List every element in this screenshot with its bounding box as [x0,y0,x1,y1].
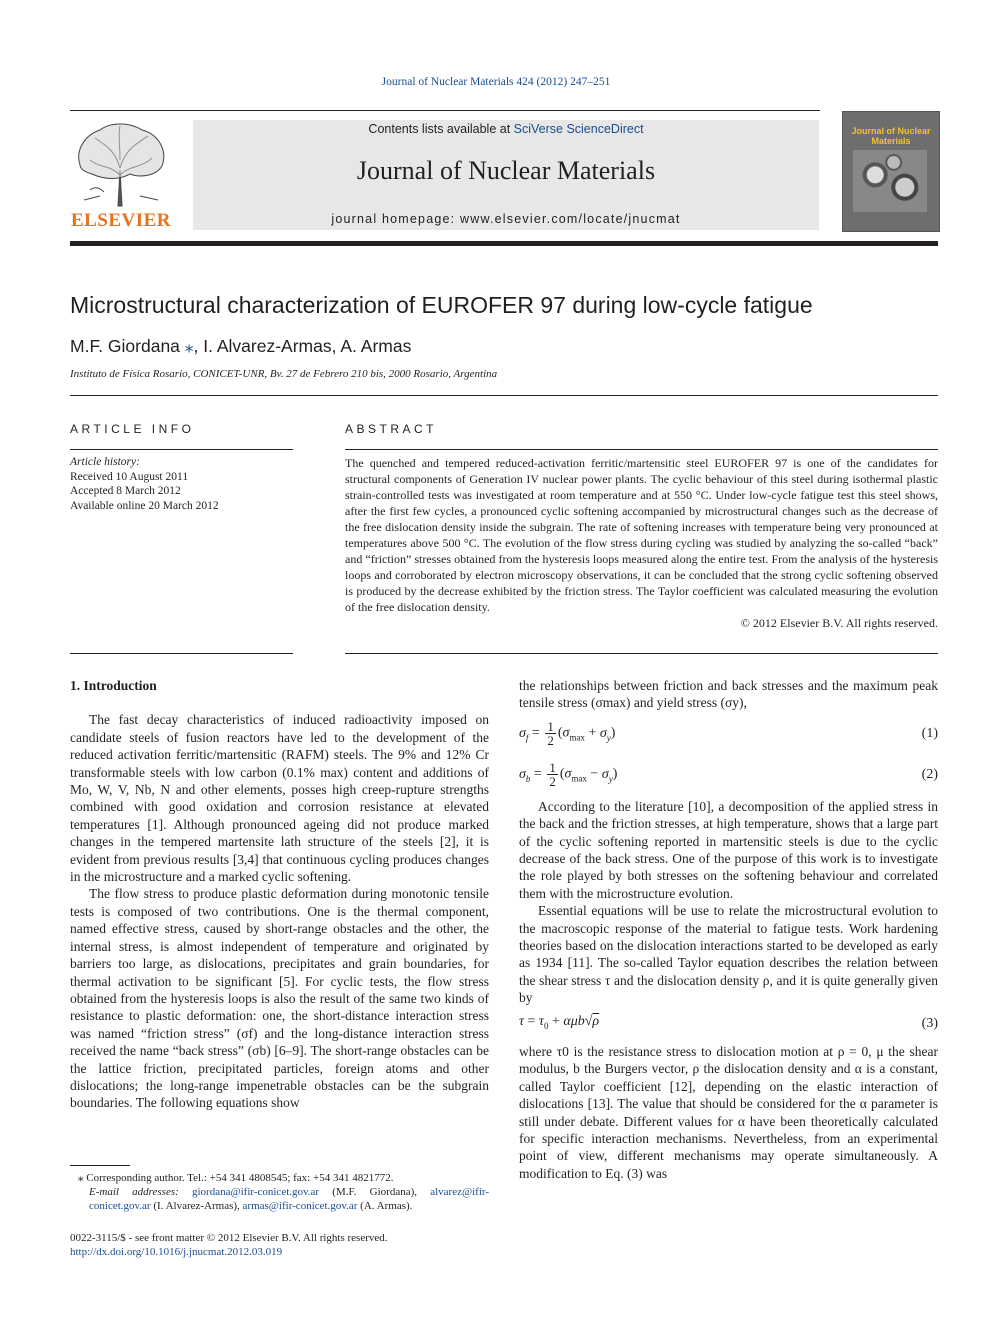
abstract-rule [345,449,938,450]
article-info-rule [70,449,293,450]
body-paragraph-literature: According to the literature [10], a decomposition of the applied stress in the back and the friction stresses, at high temperature, shows that a large part of the cyclic softening reported in martensitic steels is due to the cyclic decrease of the back stress. One of the purpose of this work is to investigate the role played by both stresses on the softening behaviour and correlated them with the microstructure evolution. [519,798,938,901]
accepted-date: Accepted 8 March 2012 [70,485,181,497]
article-info-heading: ARTICLE INFO [70,422,195,436]
section-heading-introduction: 1. Introduction [70,678,157,693]
email-link-armas[interactable]: armas@ifir-conicet.gov.ar [242,1200,358,1212]
header-thick-rule [70,241,938,246]
email-owner-2: (I. Alvarez-Armas), [150,1200,243,1212]
affiliation: Instituto de Física Rosario, CONICET-UNR, Bv. 27 de Febrero 210 bis, 2000 Rosario, Argentina [70,368,498,380]
elsevier-tree-icon [70,120,172,208]
equation-1-expression: $\sigma_f$ = $\frac{1}{2}$ $(\sigma_{max} + \sigma_y)$ [519,718,616,748]
abstract-text: The quenched and tempered reduced-activation ferritic/martensitic steel EUROFER 97 is one of the candidates for structural components of Generation IV nuclear power plants. The cyclic behaviour of this steel during isothermal plastic strain-controlled tests was investigated at room temperature and at 550 °C. Under low-cycle fatigue test this steel shows, after the first few cycles, a pronounced cyclic softening accompanied by microstructural changes such as the decrease of the free dislocation density inside the subgrain. The rate of softening increases with temperature being very pronounced at temperatures above 500 °C. The evolution of the flow stress during cycling was studied by analyzing the so-called “back” and “friction” stresses obtained from the hysteresis loops measured along the entire test. From the analysis of the hysteresis loops and corroborated by electron microscopy observations, it can be concluded that the strong cyclic softening observed is produced by the decrease exhibited by the friction stress. The Taylor coefficient was calculated measuring the evolution of the free dislocation density. [345,456,938,614]
cover-title: Journal of Nuclear Materials [851,126,931,146]
intro-paragraph-1: The fast decay characteristics of induced radioactivity imposed on candidate steels of fusion reactors have led to the development of the reduced activation ferritic/martensitic (RAFM) steels. The 9% and 12% Cr transformable steels with low carbon (0.1% max) content and additions of Mo, W, V, Nb, N and other elements, posses high creep-rupture strengths combined with good oxidation and corrosion resistance at elevated temperatures [1]. Although pronounced ageing did not produce marked changes in the tempered martensite lath structure of the steels [2], it is evident from previous results [3,4] that continuous cycling produces changes in the microstructure and a marked cyclic softening. [70,712,489,885]
issn-line: 0022-3115/$ - see front matter © 2012 Elsevier B.V. All rights reserved. [70,1232,388,1244]
author-list [70,336,411,357]
contents-prefix: Contents lists available at [368,122,514,136]
doi-link[interactable]: http://dx.doi.org/10.1016/j.jnucmat.2012.03.019 [70,1246,283,1258]
left-column [70,677,489,1112]
email-addresses [70,1185,489,1213]
online-date: Available online 20 March 2012 [70,499,219,512]
corresponding-author-star[interactable]: ⁎ [184,336,194,356]
journal-homepage[interactable]: journal homepage: www.elsevier.com/locate/jnucmat [331,212,681,226]
body-paragraph-taylor: where τ0 is the resistance stress to dislocation motion at ρ = 0, μ the shear modulus, b the Burgers vector, ρ the dislocation density and α is a constant, called Taylor coefficient [12], depending on the elastic interaction of dislocations [13]. The value that should be considered for the α parameter is still under debate. Different values for α have been theoretically calculated for specific interaction mechanisms. Nevertheless, from an experimental point of view, different mechanisms may operate simultaneously. A modification to Eq. (3) was [519,1043,938,1181]
email-link-giordana[interactable]: giordana@ifir-conicet.gov.ar [192,1186,320,1198]
equation-2-expression: $\sigma_b$ = $\frac{1}{2}$ $(\sigma_{max} - \sigma_y)$ [519,759,618,789]
equation-3-expression: $\tau = \tau_0 + \alpha\mu b√\rho$ [519,1013,600,1031]
equation-1-number: (1) [921,725,938,741]
authors-part2: , I. Alvarez-Armas, A. Armas [193,336,412,356]
sciencedirect-link[interactable]: SciVerse ScienceDirect [513,122,644,136]
cover-micrograph-image [853,150,927,212]
title-block-rule [70,395,938,396]
abstract-body [345,455,938,631]
abstract-bottom-rule [345,653,938,654]
corresponding-author-note: ⁎ Corresponding author. Tel.: +54 341 4808545; fax: +54 341 4821772. [78,1172,394,1184]
intro-paragraph-2: The flow stress to produce plastic deformation during monotonic tensile tests is composed of two contributions. One is the thermal component, named effective stress, caused by short-range obstacles and the other, the internal stress, is almost independent of temperature and originated by barriers too large, as dislocations, precipitates and grain boundaries, for thermal activation to be significant [5]. For cyclic tests, the flow stress obtained from the hysteresis loops is also the result of the same two kinds of resistance to plastic deformation: one, the short-distance interaction stress was named “friction stress” (σf) and the long-distance interaction stress received the name “back stress” (σb) [6–9]. The short-range obstacles can be the lattice friction, precipitated particles, foreign atoms and other dislocations; the long-range impenetrable obstacles can be the subgrain boundaries. The following equations show [70,886,489,1111]
equation-3-number: (3) [921,1016,938,1032]
article-title: Microstructural characterization of EUROFER 97 during low-cycle fatigue [70,292,813,318]
header-top-rule [70,110,820,111]
right-column [519,677,938,1182]
journal-reference[interactable]: Journal of Nuclear Materials 424 (2012) 247–251 [381,76,611,88]
equations-intro: the relationships between friction and back stresses and the maximum peak tensile stress (σmax) and yield stress (σy), [519,678,938,711]
journal-banner [193,120,819,230]
authors-part1: M.F. Giordana [70,336,185,356]
article-info-bottom-rule [70,653,293,654]
equation-2-number: (2) [921,766,938,782]
journal-cover-thumbnail [842,111,940,232]
front-matter-block [70,1231,489,1259]
contents-line [193,122,819,136]
received-date: Received 10 August 2011 [70,470,189,483]
copyright-line: © 2012 Elsevier B.V. All rights reserved. [740,616,938,630]
email-owner-3: (A. Armas). [357,1200,413,1212]
footnote-block [70,1171,489,1213]
email-label: E-mail addresses: [89,1186,179,1198]
elsevier-wordmark: ELSEVIER [70,210,172,231]
email-link-alvarez[interactable]: alvarez@ifir-conicet.gov.ar [89,1186,489,1212]
abstract-heading: ABSTRACT [345,422,438,436]
history-label: Article history: [70,456,140,468]
body-paragraph-essential-equations: Essential equations will be use to relate the microstructural evolution to the macroscopic response of the material to fatigue tests. Work hardening theories based on the dislocation interactions started to be developed as early as 1934 [11]. The so-called Taylor equation describes the relation between the shear stress τ and the dislocation density ρ, and it is quite generally given by [519,903,938,1006]
footnote-rule [70,1165,130,1166]
email-owner-1: (M.F. Giordana), [319,1186,431,1198]
equation-2 [519,761,938,788]
equation-3 [519,1013,938,1035]
article-history [70,455,219,513]
elsevier-logo [70,120,172,232]
journal-title: Journal of Nuclear Materials [356,156,656,185]
equation-1 [519,720,938,747]
